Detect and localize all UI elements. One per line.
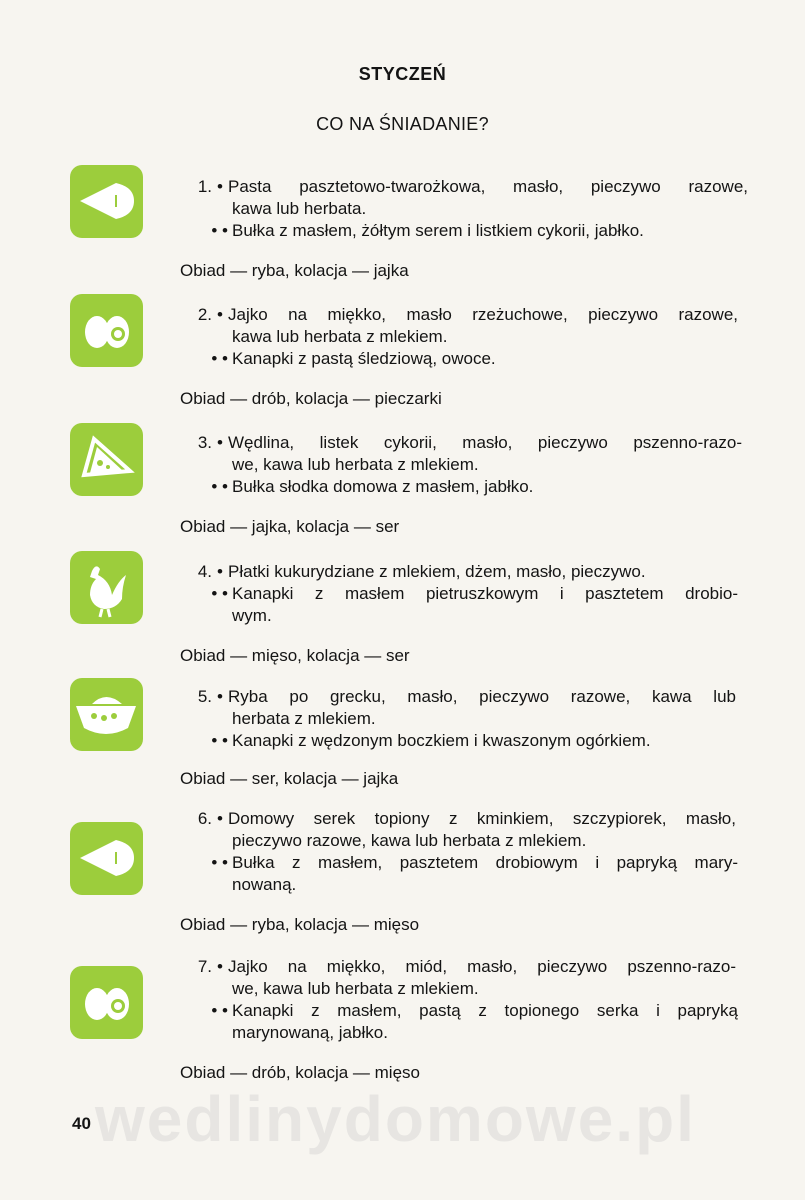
day-number: 5. [197, 687, 212, 706]
menu-item-3-line-1: 3. • Wędlina, listek cykorii, masło, pieczywo pszenno-razo- [190, 432, 742, 454]
double-bullet: • • [211, 731, 228, 750]
menu-item-2-line-3: • • Kanapki z pastą śledziową, owoce. [190, 348, 496, 370]
bullet: • [217, 687, 223, 706]
strawberry-icon [70, 822, 143, 895]
double-bullet: • • [211, 584, 228, 603]
page-subtitle: CO NA ŚNIADANIE? [316, 114, 489, 134]
day-number: 7. [197, 957, 212, 976]
page-title: STYCZEŃ [358, 64, 447, 84]
strawberry-icon [70, 165, 143, 238]
menu-item-3-line-3: • • Bułka słodka domowa z masłem, jabłko. [190, 476, 533, 498]
menu-item-7-line-2: we, kawa lub herbata z mlekiem. [232, 979, 479, 998]
watermark: wedlinydomowe.pl [95, 1083, 696, 1155]
menu-item-5-line-2: herbata z mlekiem. [232, 709, 376, 728]
menu-item-6-line-3: • • Bułka z masłem, pasztetem drobiowym i papryką mary- [190, 852, 738, 874]
menu-item-7-line-1: 7. • Jajko na miękko, miód, masło, pieczywo pszenno-razo- [190, 956, 736, 978]
bullet: • [217, 562, 223, 581]
fish-icon [70, 678, 143, 751]
day-number: 2. [197, 305, 212, 324]
double-bullet: • • [211, 477, 228, 496]
menu-item-3-line-2: we, kawa lub herbata z mlekiem. [232, 455, 479, 474]
cheese-icon [70, 423, 143, 496]
dinner-supper-7: Obiad — drób, kolacja — mięso [180, 1063, 420, 1082]
menu-item-2-line-1: 2. • Jajko na miękko, masło rzeżuchowe, pieczywo razowe, [190, 304, 738, 326]
menu-item-7-line-4: marynowaną, jabłko. [232, 1023, 388, 1042]
dinner-supper-6: Obiad — ryba, kolacja — mięso [180, 915, 420, 934]
menu-item-1-line-3: • • Bułka z masłem, żółtym serem i listkiem cykorii, jabłko. [190, 220, 644, 242]
menu-item-6-line-2: pieczywo razowe, kawa lub herbata z mlekiem. [232, 831, 587, 850]
menu-item-5-line-3: • • Kanapki z wędzonym boczkiem i kwaszonym ogórkiem. [190, 730, 651, 752]
menu-item-6-line-4: nowaną. [232, 875, 297, 894]
menu-item-5-line-1: 5. • Ryba po grecku, masło, pieczywo razowe, kawa lub [190, 686, 736, 708]
double-bullet: • • [211, 349, 228, 368]
bullet: • [217, 433, 223, 452]
double-bullet: • • [211, 1001, 228, 1020]
day-number: 1. [197, 177, 212, 196]
double-bullet: • • [211, 221, 228, 240]
bullet: • [217, 809, 223, 828]
day-number: 6. [197, 809, 212, 828]
menu-item-6-line-1: 6. • Domowy serek topiony z kminkiem, szczypiorek, masło, [190, 808, 736, 830]
menu-item-1-line-1: 1. • Pasta pasztetowo-twarożkowa, masło, pieczywo razowe, [190, 176, 748, 198]
rooster-icon [70, 551, 143, 624]
menu-item-4-line-2: • • Kanapki z masłem pietruszkowym i pasztetem drobio- [190, 583, 738, 605]
menu-item-1-line-2: kawa lub herbata. [232, 199, 367, 218]
eggs-icon [70, 294, 143, 367]
bullet: • [217, 177, 223, 196]
day-number: 3. [197, 433, 212, 452]
double-bullet: • • [211, 853, 228, 872]
bullet: • [217, 957, 223, 976]
menu-item-2-line-2: kawa lub herbata z mlekiem. [232, 327, 448, 346]
dinner-supper-1: Obiad — ryba, kolacja — jajka [180, 261, 409, 280]
page-number: 40 [72, 1114, 91, 1133]
menu-item-4-line-1: 4. • Płatki kukurydziane z mlekiem, dżem, masło, pieczywo. [190, 561, 646, 583]
day-number: 4. [197, 562, 212, 581]
menu-item-4-line-3: wym. [232, 606, 272, 625]
dinner-supper-3: Obiad — jajka, kolacja — ser [180, 517, 400, 536]
bullet: • [217, 305, 223, 324]
eggs-icon [70, 966, 143, 1039]
dinner-supper-4: Obiad — mięso, kolacja — ser [180, 646, 410, 665]
menu-item-7-line-3: • • Kanapki z masłem, pastą z topionego serka i papryką [190, 1000, 738, 1022]
dinner-supper-2: Obiad — drób, kolacja — pieczarki [180, 389, 442, 408]
dinner-supper-5: Obiad — ser, kolacja — jajka [180, 769, 399, 788]
